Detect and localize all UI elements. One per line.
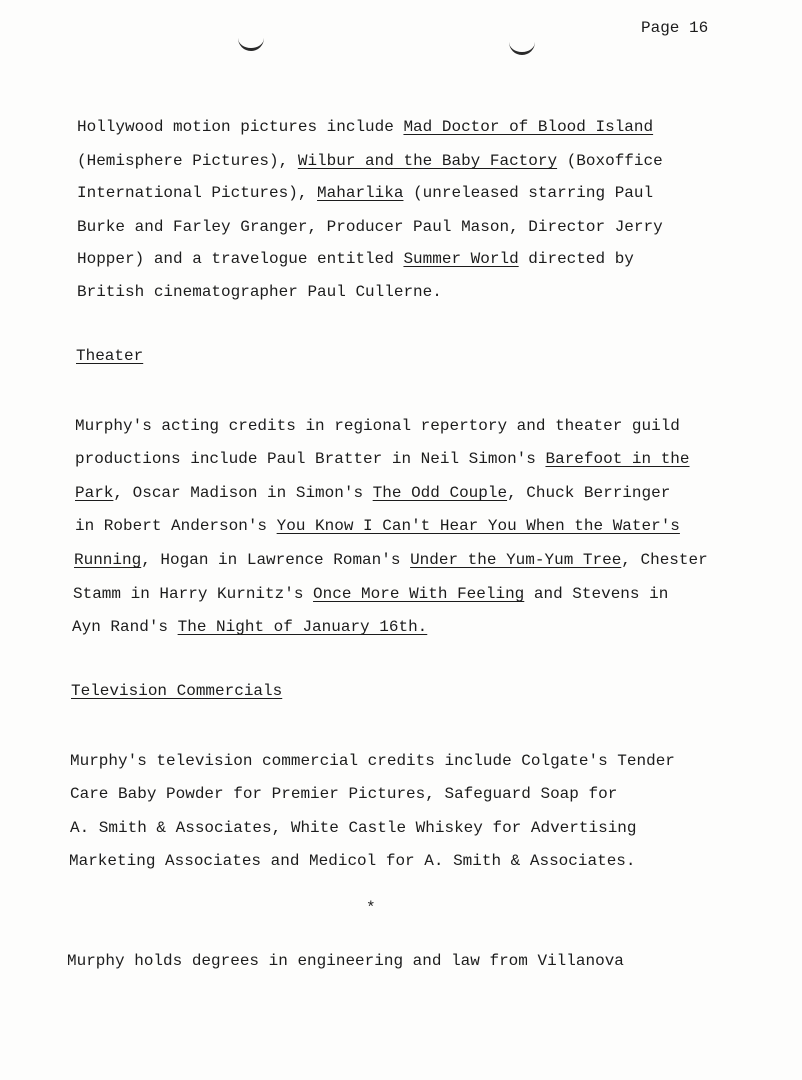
play-title: The Odd Couple [372, 484, 508, 502]
theater-line-4: in Robert Anderson's You Know I Can't Hear You When the Water's [75, 517, 680, 535]
play-title: The Night of January 16th. [177, 618, 428, 636]
commercials-line-1: Murphy's television commercial credits include Colgate's Tender [70, 752, 675, 770]
para1-line-5: Hopper) and a travelogue entitled Summer World directed by [77, 250, 634, 268]
theater-line-6: Stamm in Harry Kurnitz's Once More With Feeling and Stevens in [73, 585, 669, 603]
theater-line-7: Ayn Rand's The Night of January 16th. [72, 618, 428, 636]
film-title: Mad Doctor of Blood Island [403, 118, 654, 136]
play-title: Once More With Feeling [313, 585, 525, 603]
play-title: Barefoot in the [545, 450, 690, 468]
commercials-line-3: A. Smith & Associates, White Castle Whiskey for Advertising [70, 819, 637, 837]
section-heading-commercials: Television Commercials [71, 682, 283, 700]
film-title: Maharlika [317, 184, 404, 202]
film-title: Summer World [403, 250, 519, 268]
page-number: Page 16 [641, 19, 709, 37]
theater-line-3: Park, Oscar Madison in Simon's The Odd Couple, Chuck Berringer [75, 484, 671, 502]
theater-line-1: Murphy's acting credits in regional repertory and theater guild [75, 417, 680, 435]
section-separator: * [366, 899, 376, 917]
film-title: Wilbur and the Baby Factory [297, 152, 558, 170]
theater-line-2: productions include Paul Bratter in Neil Simon's Barefoot in the [75, 450, 690, 468]
play-title: Under the Yum-Yum Tree [410, 551, 622, 569]
para1-line-4: Burke and Farley Granger, Producer Paul Mason, Director Jerry [77, 218, 663, 236]
play-title: You Know I Can't Hear You When the Water's [276, 517, 680, 535]
para1-line-3: International Pictures), Maharlika (unreleased starring Paul [77, 184, 654, 202]
closing-line-1: Murphy holds degrees in engineering and law from Villanova [67, 952, 624, 970]
theater-line-5: Running, Hogan in Lawrence Roman's Under the Yum-Yum Tree, Chester [74, 551, 708, 569]
para1-line-6: British cinematographer Paul Cullerne. [77, 283, 442, 301]
para1-line-2: (Hemisphere Pictures), Wilbur and the Baby Factory (Boxoffice [77, 152, 663, 170]
play-title: Running [74, 551, 142, 569]
commercials-line-4: Marketing Associates and Medicol for A. Smith & Associates. [69, 852, 636, 870]
punch-hole-right [509, 38, 535, 55]
punch-hole-left [238, 34, 264, 51]
section-heading-theater: Theater [76, 347, 144, 365]
commercials-line-2: Care Baby Powder for Premier Pictures, Safeguard Soap for [70, 785, 618, 803]
para1-line-1: Hollywood motion pictures include Mad Doctor of Blood Island [77, 118, 654, 136]
play-title: Park [75, 484, 114, 502]
